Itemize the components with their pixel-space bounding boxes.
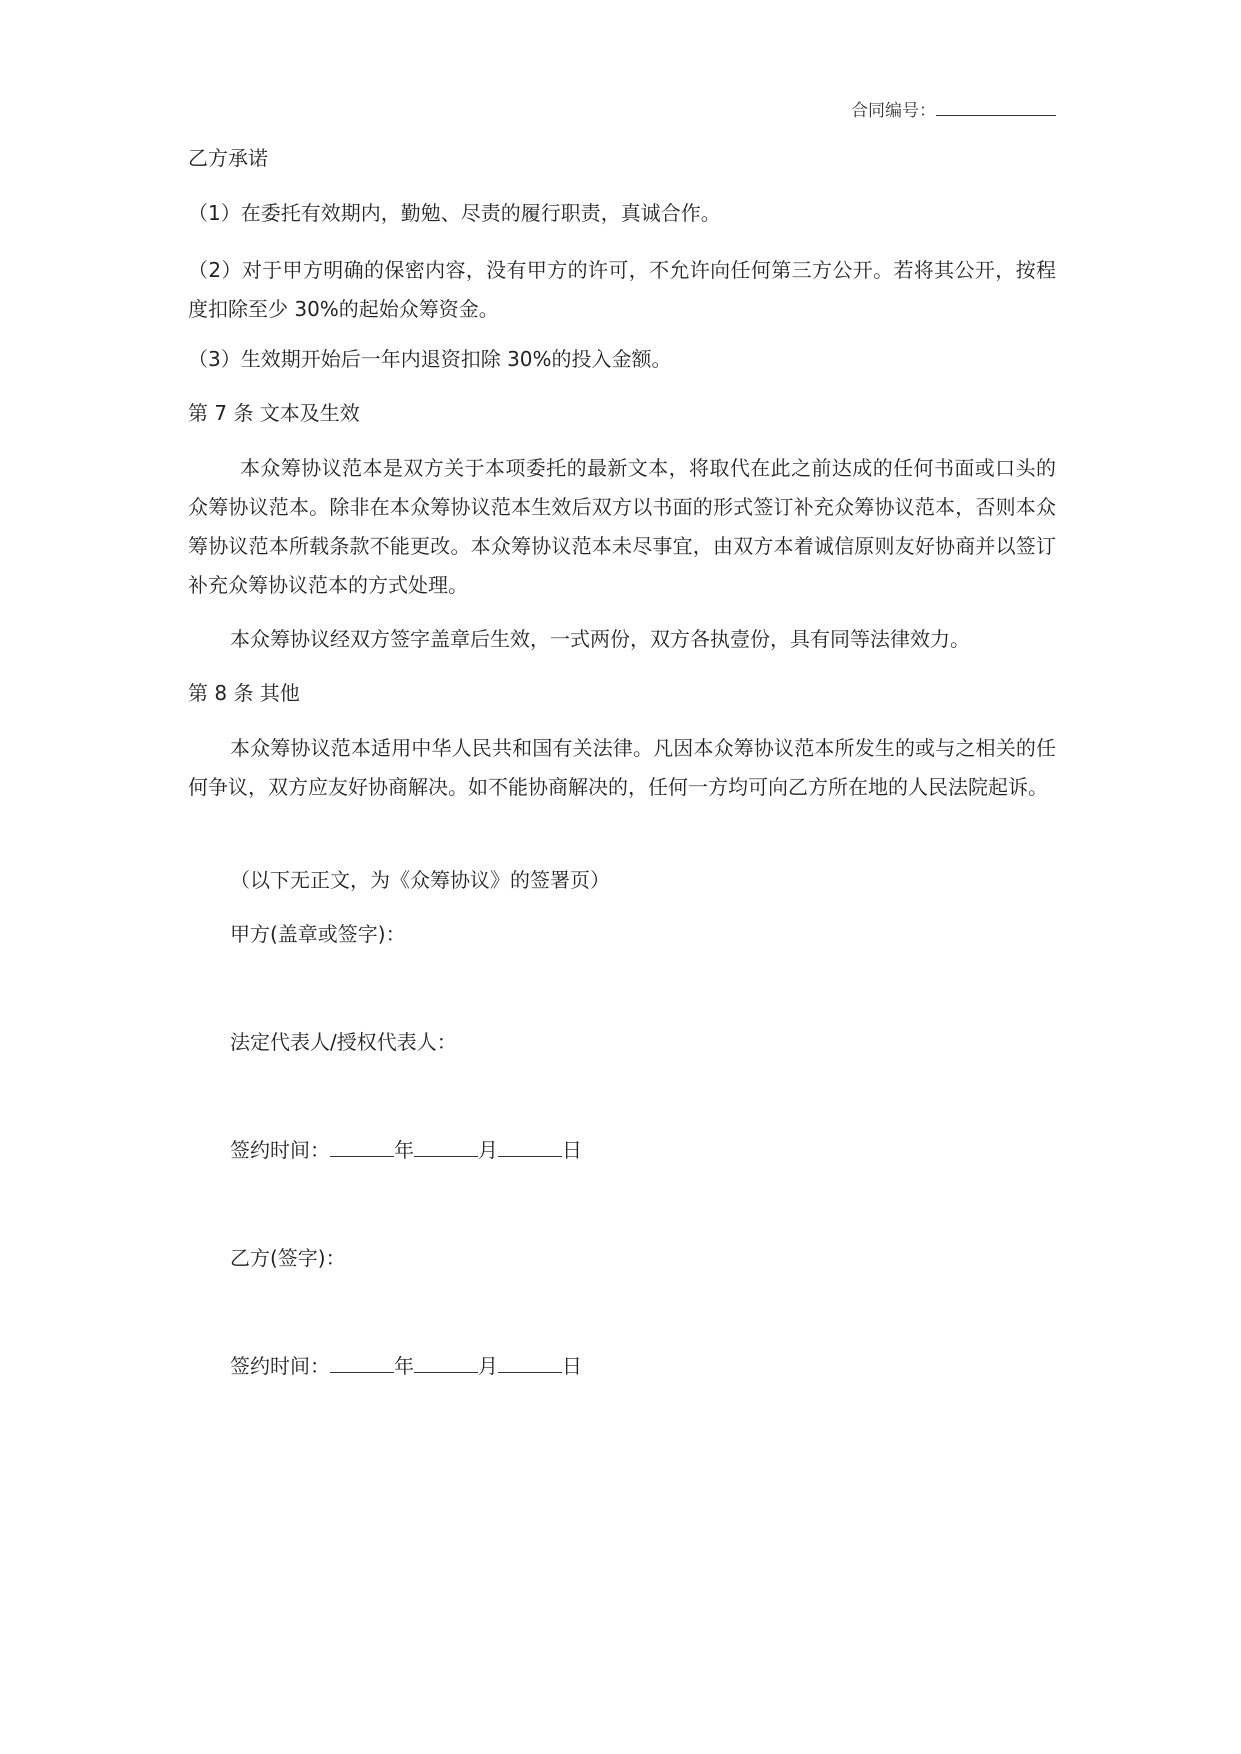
signature-page-note: （以下无正文，为《众筹协议》的签署页） [230,868,610,892]
month-blank [414,1352,478,1373]
day-label: 日 [562,1354,582,1378]
article-8-paragraph-1: 本众筹协议范本适用中华人民共和国有关法律。凡因本众筹协议范本所发生的或与之相关的任何争议，双方应友好协商解决。如不能协商解决的，任何一方均可向乙方所在地的人民法院起诉。 [188,736,1056,799]
party-b-sign-date [230,1351,582,1381]
contract-number-header [851,96,1056,121]
party-a-seal-label: 甲方(盖章或签字)： [230,922,406,946]
sign-date-label: 签约时间： [230,1354,330,1378]
year-blank [330,1136,394,1157]
sign-date-label: 签约时间： [230,1138,330,1162]
day-blank [498,1352,562,1373]
contract-number-blank [936,96,1056,116]
document-page [188,0,1056,1754]
article-8-heading: 第 8 条 其他 [188,681,300,705]
contract-number-label: 合同编号： [851,101,936,121]
article-7-paragraph-1: 本众筹协议范本是双方关于本项委托的最新文本，将取代在此之前达成的任何书面或口头的众筹协议范本。除非在本众筹协议范本生效后双方以书面的形式签订补充众筹协议范本，否则本众筹协议范本所载条款不能更改。本众筹协议范本未尽事宜，由双方本着诚信原则友好协商并以签订补充众筹协议范本的方式处理。 [188,456,1056,597]
day-label: 日 [562,1138,582,1162]
party-a-sign-date [230,1135,582,1165]
month-blank [414,1136,478,1157]
party-b-signature-label: 乙方(签字)： [230,1246,346,1270]
year-blank [330,1352,394,1373]
commitment-title: 乙方承诺 [188,146,268,170]
year-label: 年 [394,1354,414,1378]
month-label: 月 [478,1138,498,1162]
legal-representative-label: 法定代表人/授权代表人： [230,1030,457,1054]
commitment-item-1: （1）在委托有效期内，勤勉、尽责的履行职责，真诚合作。 [188,201,721,225]
month-label: 月 [478,1354,498,1378]
commitment-item-2: （2）对于甲方明确的保密内容，没有甲方的许可，不允许向任何第三方公开。若将其公开，按程度扣除至少 30%的起始众筹资金。 [188,258,1056,321]
year-label: 年 [394,1138,414,1162]
article-7-heading: 第 7 条 文本及生效 [188,401,360,425]
day-blank [498,1136,562,1157]
commitment-item-3: （3）生效期开始后一年内退资扣除 30%的投入金额。 [188,347,672,371]
article-7-paragraph-2: 本众筹协议经双方签字盖章后生效，一式两份，双方各执壹份，具有同等法律效力。 [230,627,970,651]
